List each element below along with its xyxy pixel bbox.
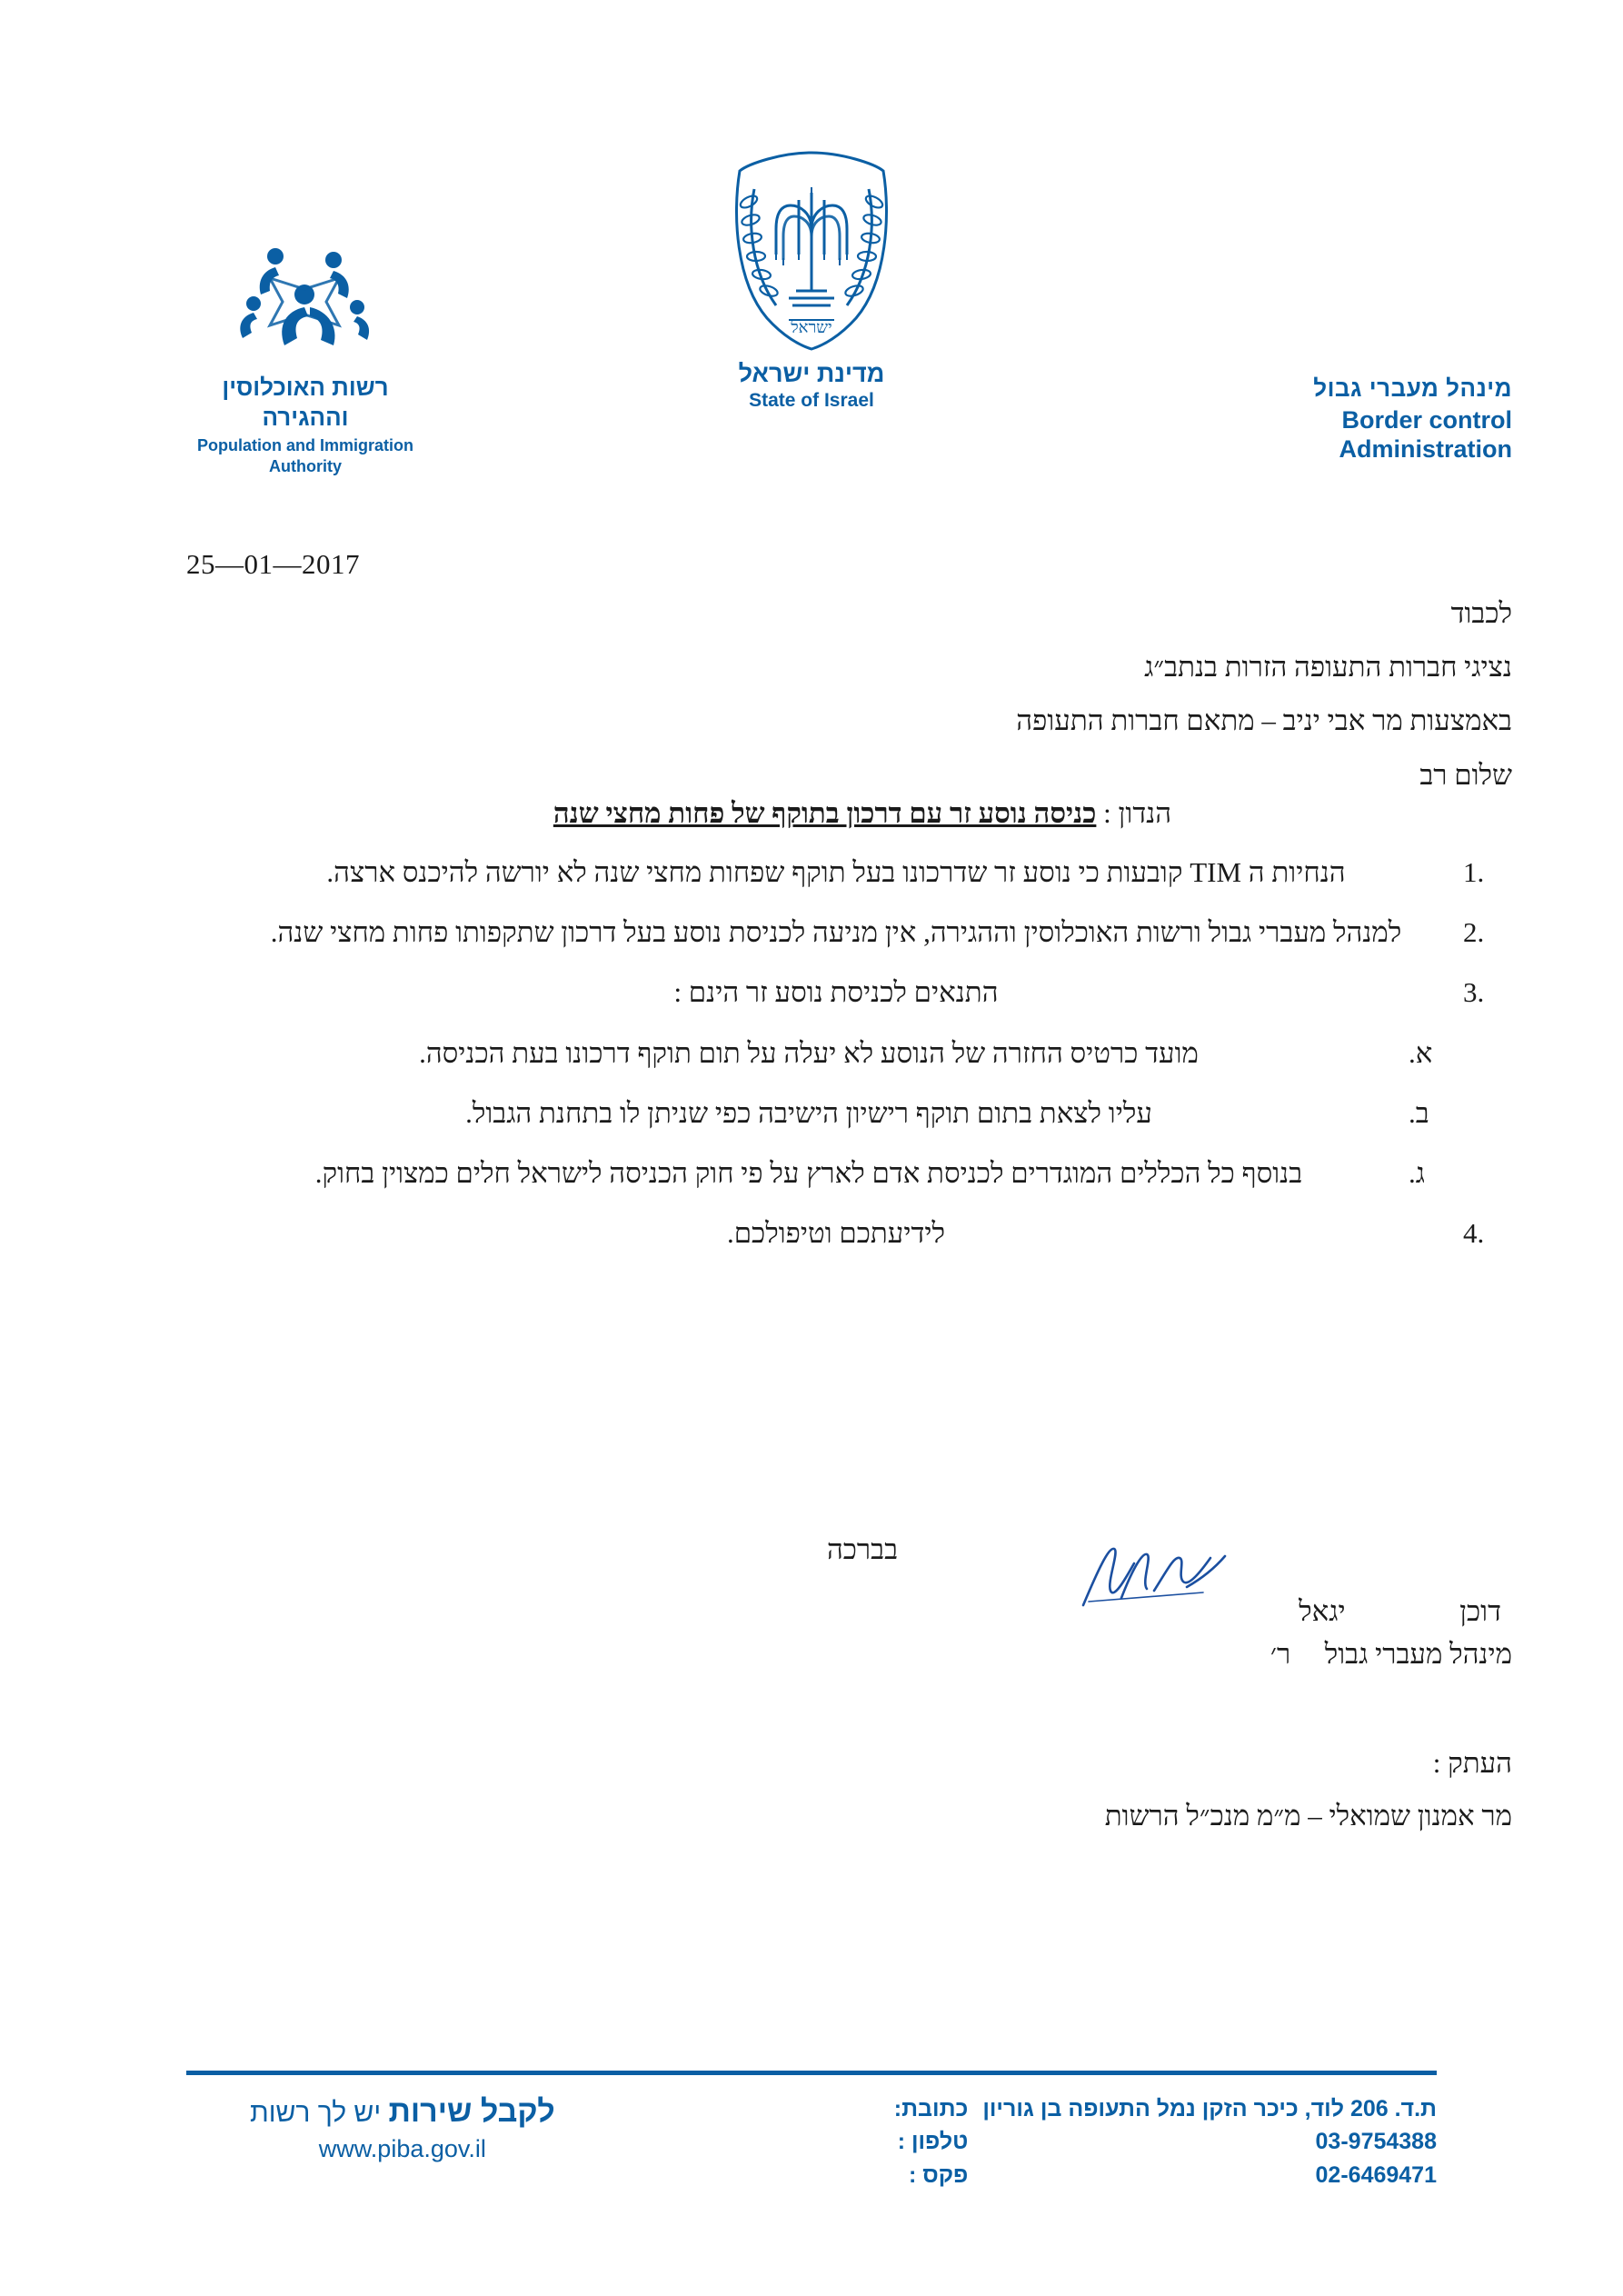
piba-logo-english-line1: Population and Immigration — [197, 436, 413, 454]
copy-label: העתק : — [1432, 1747, 1512, 1779]
clause-item — [213, 1211, 1512, 1256]
footer-address-value: ת.ד. 206 לוד, כיכר הזקן נמל התעופה בן גוריון — [982, 2096, 1437, 2121]
clause-number: .4 — [1463, 1217, 1485, 1250]
footer-slogan-prefix: יש לך רשות — [250, 2098, 382, 2128]
footer-contact-labels — [894, 2092, 969, 2191]
signature-surname: דוכן — [1459, 1595, 1501, 1627]
signature-name — [1003, 1591, 1512, 1633]
department-title-english-line1: Border control — [1341, 406, 1512, 434]
subclause-number: א. — [1409, 1036, 1433, 1069]
footer-website[interactable]: www.piba.gov.il — [318, 2135, 486, 2162]
subject-line — [213, 791, 1512, 836]
piba-people-star-icon — [219, 238, 392, 365]
copy-block — [213, 1741, 1512, 1839]
clause-item — [213, 850, 1512, 895]
clause-number: .2 — [1463, 916, 1485, 949]
clause-number: .1 — [1463, 856, 1485, 888]
department-title-english-line2: Administration — [1339, 434, 1512, 463]
footer-slogan — [250, 2094, 555, 2130]
subclause-number: ג. — [1409, 1157, 1425, 1190]
subject-label: הנדון : — [1103, 797, 1172, 829]
state-emblem-block — [648, 145, 975, 412]
subclause-text: מועד כרטיס החזרה של הנוסע לא יעלה על תום תוקף דרכונו בעת הכניסה. — [419, 1036, 1199, 1069]
emblem-hebrew-label: מדינת ישראל — [738, 360, 885, 387]
addressee-block — [213, 591, 1512, 806]
addressee-line: נציגי חברות התעופה הזרות בנתב״ג — [1144, 651, 1512, 684]
subject-value: כניסה נוסע זר עם דרכון בתוקף של פחות מחצי שנה — [553, 797, 1097, 829]
signature-title-prefix: ר׳ — [1270, 1637, 1291, 1670]
footer-contact-values — [982, 2092, 1437, 2191]
signature-block — [1003, 1591, 1512, 1675]
addressee-line: שלום רב — [1419, 758, 1512, 791]
emblem-english-label: State of Israel — [749, 390, 874, 411]
clause-text: הנחיות ה TIM קובעות כי נוסע זר שדרכונו בעל תוקף שפחות מחצי שנה לא יורשה להיכנס ארצה. — [326, 856, 1346, 888]
footer-contact — [894, 2092, 1437, 2191]
footer-slogan-strong: לקבל שירות — [388, 2094, 555, 2129]
piba-logo-hebrew — [178, 373, 433, 432]
clause-item — [213, 970, 1512, 1015]
subclause-item — [213, 1031, 1512, 1076]
svg-text:ישראל: ישראל — [791, 318, 832, 336]
footer-address-label: כתובת: — [893, 2096, 969, 2121]
clause-text: למנהל מעברי גבול ורשות האוכלוסין וההגירה, אין מניעה לכניסת נוסע בעל דרכון שתקפותו פחות מחצי שנה. — [270, 916, 1402, 949]
footer-slogan-block — [250, 2094, 555, 2163]
clause-list — [213, 850, 1512, 1272]
regards-line: בברכה — [826, 1533, 899, 1565]
signature-firstname: יגאל — [1299, 1595, 1346, 1627]
piba-logo-hebrew-line1: רשות האוכלוסין — [222, 374, 389, 401]
letterhead — [0, 0, 1623, 518]
piba-logo-english-line2: Authority — [269, 456, 342, 475]
subclause-text: עליו לצאת בתום תוקף רישיון הישיבה כפי שניתן לו בתחנת הגבול. — [465, 1096, 1152, 1129]
addressee-line: לכבוד — [1450, 597, 1512, 629]
letter-date: 25—01—2017 — [186, 548, 360, 580]
clause-text: לידיעתכם וטיפולכם. — [726, 1217, 946, 1250]
letter-footer — [0, 2071, 1623, 2243]
footer-fax-label: פקס : — [908, 2161, 969, 2188]
clause-number: .3 — [1463, 976, 1485, 1009]
footer-divider — [186, 2071, 1437, 2075]
clause-text: התנאים לכניסת נוסע זר הינם : — [673, 976, 999, 1009]
copy-recipient: מר אמנון שמואלי – מ״מ מנכ״ל הרשות — [1104, 1800, 1512, 1832]
piba-logo-english — [178, 435, 433, 476]
subclause-text: בנוסף כל הכללים המוגדרים לכניסת אדם לארץ על פי חוק הכניסה לישראל חלים כמצוין בחוק. — [314, 1157, 1303, 1190]
addressee-line: באמצעות מר אבי יניב – מתאם חברות התעופה — [1016, 704, 1512, 737]
department-title-hebrew: מינהל מעברי גבול — [1313, 374, 1512, 402]
subclause-number: ב. — [1409, 1096, 1429, 1129]
israel-state-emblem-menorah-icon — [648, 145, 975, 354]
piba-logo-hebrew-line2: וההגירה — [262, 403, 349, 431]
subclause-item — [213, 1091, 1512, 1136]
signature-title — [1003, 1633, 1512, 1676]
footer-phone-label: טלפון : — [897, 2129, 969, 2155]
footer-phone-value: 03-9754388 — [1315, 2129, 1437, 2155]
footer-fax-value: 02-6469471 — [1315, 2161, 1437, 2188]
department-title — [1130, 374, 1512, 464]
clause-item — [213, 910, 1512, 955]
subclause-item — [213, 1151, 1512, 1196]
signature-title-text: מינהל מעברי גבול — [1324, 1637, 1512, 1670]
piba-logo — [178, 238, 433, 476]
